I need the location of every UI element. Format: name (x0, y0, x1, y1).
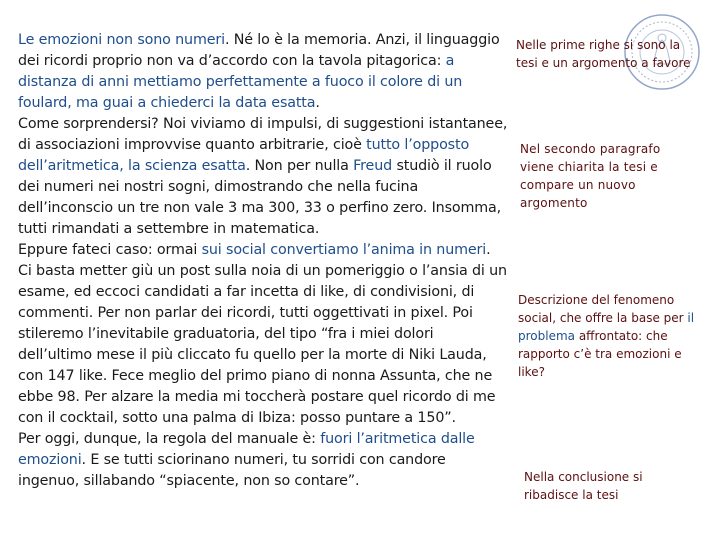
highlighted-text: Freud (353, 158, 393, 174)
text-run: . (315, 95, 320, 111)
text-run: studiò il ruolo dei numeri nei nostri sogni, dimostrando che nella fucina dell’inconscio un tre non vale 3 ma 300, 33 o perfino zero. Insomma, tutti rimandati a settembre in matematica. (18, 158, 502, 237)
paragraph-3 (18, 240, 508, 429)
note-second-paragraph: Nel secondo paragrafo viene chiarita la tesi e compare un nuovo argomento (520, 142, 661, 210)
text-run: affrontato: che rapporto c’è tra emozioni e like? (518, 329, 682, 379)
text-run: Eppure fateci caso: ormai (18, 242, 202, 258)
note-social-phenomenon (518, 291, 702, 381)
highlighted-text: a distanza di anni mettiamo perfettamente a fuoco il colore di un foulard, ma guai a chiederci la data esatta (18, 53, 463, 111)
text-run: Descrizione del fenomeno social, che offre la base per (518, 293, 688, 325)
text-run: Come sorprendersi? Noi viviamo di impulsi, di suggestioni istantanee, di associazioni improvvise quanto arbitrarie, cioè (18, 116, 508, 153)
highlighted-text: il problema (518, 311, 695, 343)
highlighted-text: Le emozioni non sono numeri (18, 32, 225, 48)
text-run: . E se tutti sciorinano numeri, tu sorridi con candore ingenuo, sillabando “spiacente, non so contare”. (18, 452, 446, 489)
highlighted-text: tutto l’opposto dell’aritmetica, la scienza esatta (18, 137, 470, 174)
article-text (18, 30, 508, 492)
paragraph-4 (18, 429, 508, 492)
text-run: . Né lo è la memoria. Anzi, il linguaggio dei ricordi proprio non va d’accordo con la tavola pitagorica: (18, 32, 500, 69)
paragraph-2 (18, 114, 508, 240)
paragraph-1 (18, 30, 508, 114)
note-conclusion: Nella conclusione si ribadisce la tesi (524, 470, 643, 502)
highlighted-text: sui social convertiamo l’anima in numeri (201, 242, 487, 258)
text-run: . Non per nulla (245, 158, 354, 174)
note-thesis: Nelle prime righe si sono la tesi e un argomento a favore (516, 38, 691, 70)
highlighted-text: fuori l’aritmetica dalle emozioni (18, 431, 475, 468)
text-run: Per oggi, dunque, la regola del manuale è: (18, 431, 321, 447)
text-run: . Ci basta metter giù un post sulla noia di un pomeriggio o l’ansia di un esame, ed eccoci candidati a far incetta di like, di condivisioni, di commenti. Per non parlar dei ricordi, tutti oggettivati in pixel. Poi stileremo l’inevitabile graduatoria, del tipo “fra i miei dolori dell’ultimo mese il più cliccato fu quello per la morte di Niki Lauda, con 147 like. Fece meglio del primo piano di nonna Assunta, che ne ebbe 98. Per alzare la media mi toccherà postare quel ricordo di me con il cocktail, sotto una palma di Ibiza: posso puntare a 150”. (18, 242, 507, 426)
